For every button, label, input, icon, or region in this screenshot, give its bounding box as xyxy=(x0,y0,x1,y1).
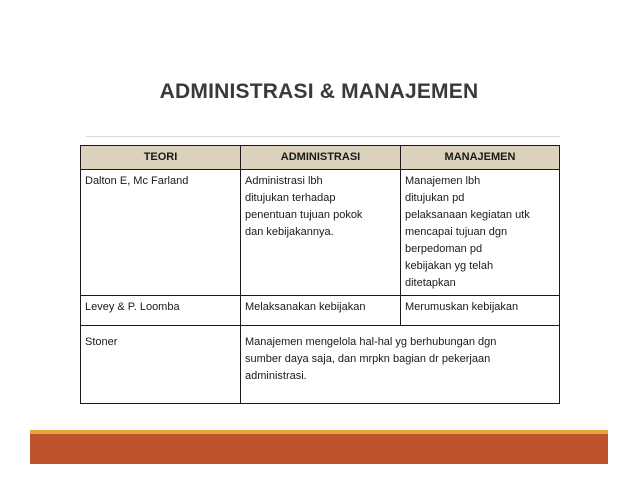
cell-administrasi xyxy=(241,296,401,326)
cell-manajemen xyxy=(401,170,560,296)
table-row xyxy=(81,296,560,326)
cell-administrasi xyxy=(241,170,401,296)
header-administrasi: ADMINISTRASI xyxy=(241,146,401,170)
table-header-row xyxy=(81,146,560,170)
header-manajemen: MANAJEMEN xyxy=(401,146,560,170)
header-teori: TEORI xyxy=(81,146,241,170)
cell-text: Merumuskan kebijakan xyxy=(405,301,519,313)
cell-text: Levey & P. Loomba xyxy=(85,301,180,313)
cell-manajemen xyxy=(401,296,560,326)
cell-text: Melaksanakan kebijakan xyxy=(245,301,366,313)
cell-teori xyxy=(81,296,241,326)
table-row xyxy=(81,170,560,296)
footer-bar xyxy=(30,434,608,464)
slide-title: ADMINISTRASI & MANAJEMEN xyxy=(159,80,479,103)
comparison-table xyxy=(80,145,560,404)
cell-text: Manajemen mengelola hal-hal yg berhubungan dgn sumber daya saja, dan mrpkn bagian dr pekerjaan administrasi. xyxy=(245,336,497,382)
table-row xyxy=(81,326,560,404)
cell-teori xyxy=(81,326,241,404)
cell-text: Administrasi lbh ditujukan terhadap penentuan tujuan pokok dan kebijakannya. xyxy=(245,175,363,238)
cell-text: Manajemen lbh ditujukan pd pelaksanaan kegiatan utk mencapai tujuan dgn berpedoman pd kebijakan yg telah ditetapkan xyxy=(405,175,530,289)
cell-teori xyxy=(81,170,241,296)
title-divider xyxy=(86,136,560,137)
cell-merged xyxy=(241,326,560,404)
cell-text: Dalton E, Mc Farland xyxy=(85,175,189,187)
cell-text: Stoner xyxy=(85,336,118,348)
